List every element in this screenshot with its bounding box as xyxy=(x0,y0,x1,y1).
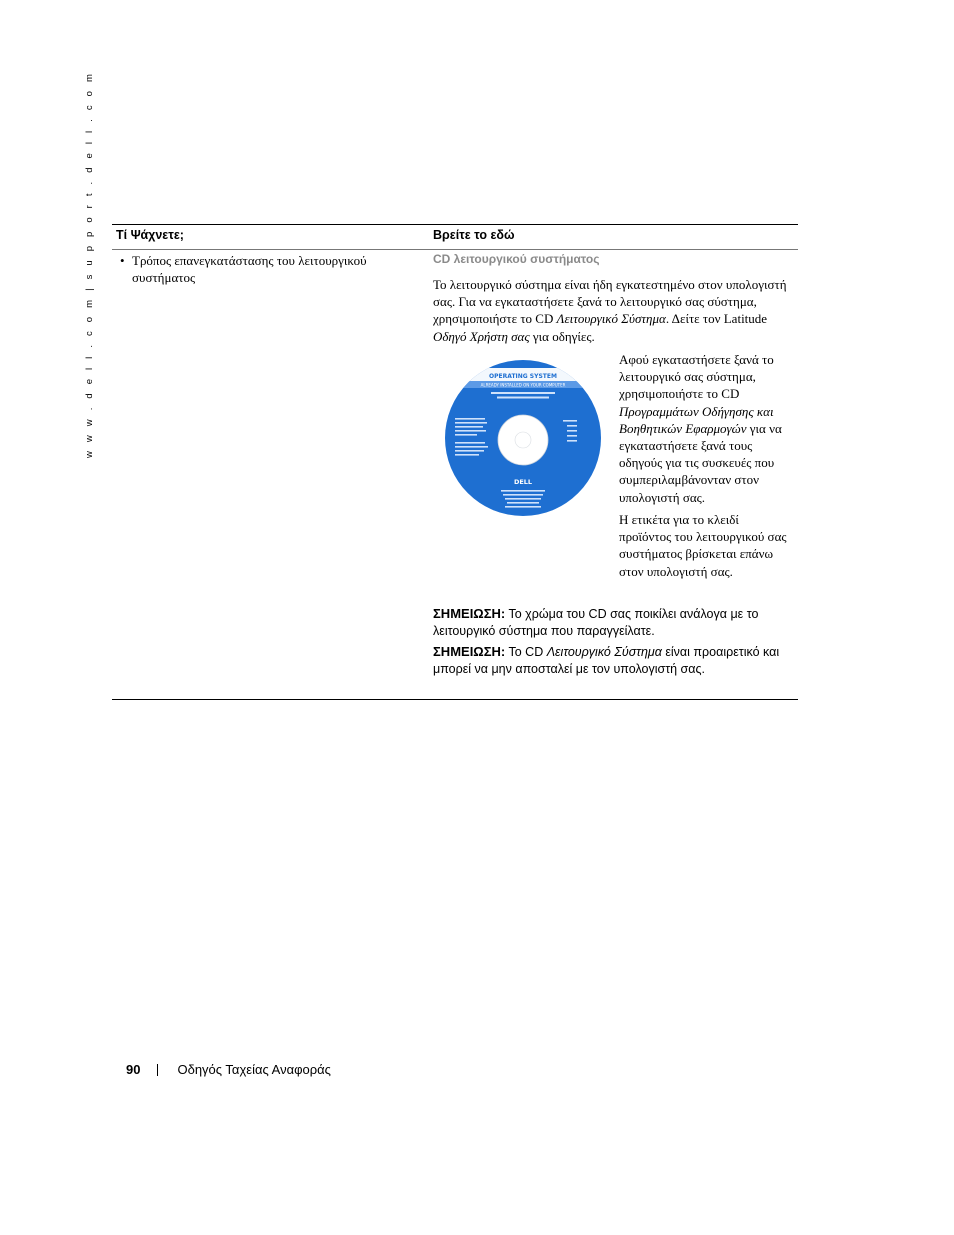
note-cd-color: ΣΗΜΕΙΩΣΗ: Το χρώμα του CD σας ποικίλει ανάλογα με το λειτουργικό σύστημα που παραγγείλατε. xyxy=(433,606,759,639)
side-url: w w w . d e l l . c o m | s u p p o r t . d e l l . c o m xyxy=(84,70,95,458)
note-label: ΣΗΜΕΙΩΣΗ: xyxy=(433,606,506,621)
list-item-text: Τρόπος επανεγκατάστασης του λειτουργικού συστήματος xyxy=(132,253,367,285)
column-header-find-it-here: Βρείτε το εδώ xyxy=(433,228,515,242)
dell-logo: DELL xyxy=(513,478,533,486)
operating-system-cd-image xyxy=(443,358,603,518)
table-bottom-rule xyxy=(112,699,798,700)
bullet-icon: • xyxy=(120,253,125,268)
paragraph-product-key: Η ετικέτα για το κλειδί προϊόντος του λειτουργικού σας συστήματος βρίσκεται επάνω στον υπολογιστή σας. xyxy=(619,512,787,579)
list-item xyxy=(120,252,410,286)
note-label: ΣΗΜΕΙΩΣΗ: xyxy=(433,644,506,659)
page-footer xyxy=(126,1062,331,1077)
column-header-looking-for: Τί Ψάχνετε; xyxy=(116,228,184,242)
paragraph-drivers: Αφού εγκαταστήσετε ξανά το λειτουργικό σας σύστημα, χρησιμοποιήστε το CD Προγραμμάτων Οδήγησης και Βοηθητικών Εφαρμογών για να εγκαταστήσετε ξανά τους οδηγούς για τις συσκευές που συμπεριλαμβάνονταν στον υπολογιστή σας. xyxy=(619,352,782,505)
table-top-rule xyxy=(112,224,798,225)
footer-separator xyxy=(157,1064,158,1076)
paragraph-intro: Το λειτουργικό σύστημα είναι ήδη εγκατεστημένο στον υπολογιστή σας. Για να εγκαταστήσετε ξανά το λειτουργικό σας σύστημα, χρησιμοποιήστε το CD Λειτουργικό Σύστημα. Δείτε τον Latitude Οδηγό Χρήστη σας για οδηγίες. xyxy=(433,277,787,344)
note-cd-optional: ΣΗΜΕΙΩΣΗ: Το CD Λειτουργικό Σύστημα είναι προαιρετικό και μπορεί να μην αποσταλεί με τον υπολογιστή σας. xyxy=(433,644,780,677)
page-number: 90 xyxy=(126,1062,141,1077)
cd-header-text: OPERATING SYSTEM xyxy=(489,373,557,380)
cd-subheader-text: ALREADY INSTALLED ON YOUR COMPUTER xyxy=(480,382,566,388)
section-title: CD λειτουργικού συστήματος xyxy=(433,252,600,266)
table-header-rule xyxy=(112,249,798,250)
footer-title: Οδηγός Ταχείας Αναφοράς xyxy=(177,1062,331,1077)
